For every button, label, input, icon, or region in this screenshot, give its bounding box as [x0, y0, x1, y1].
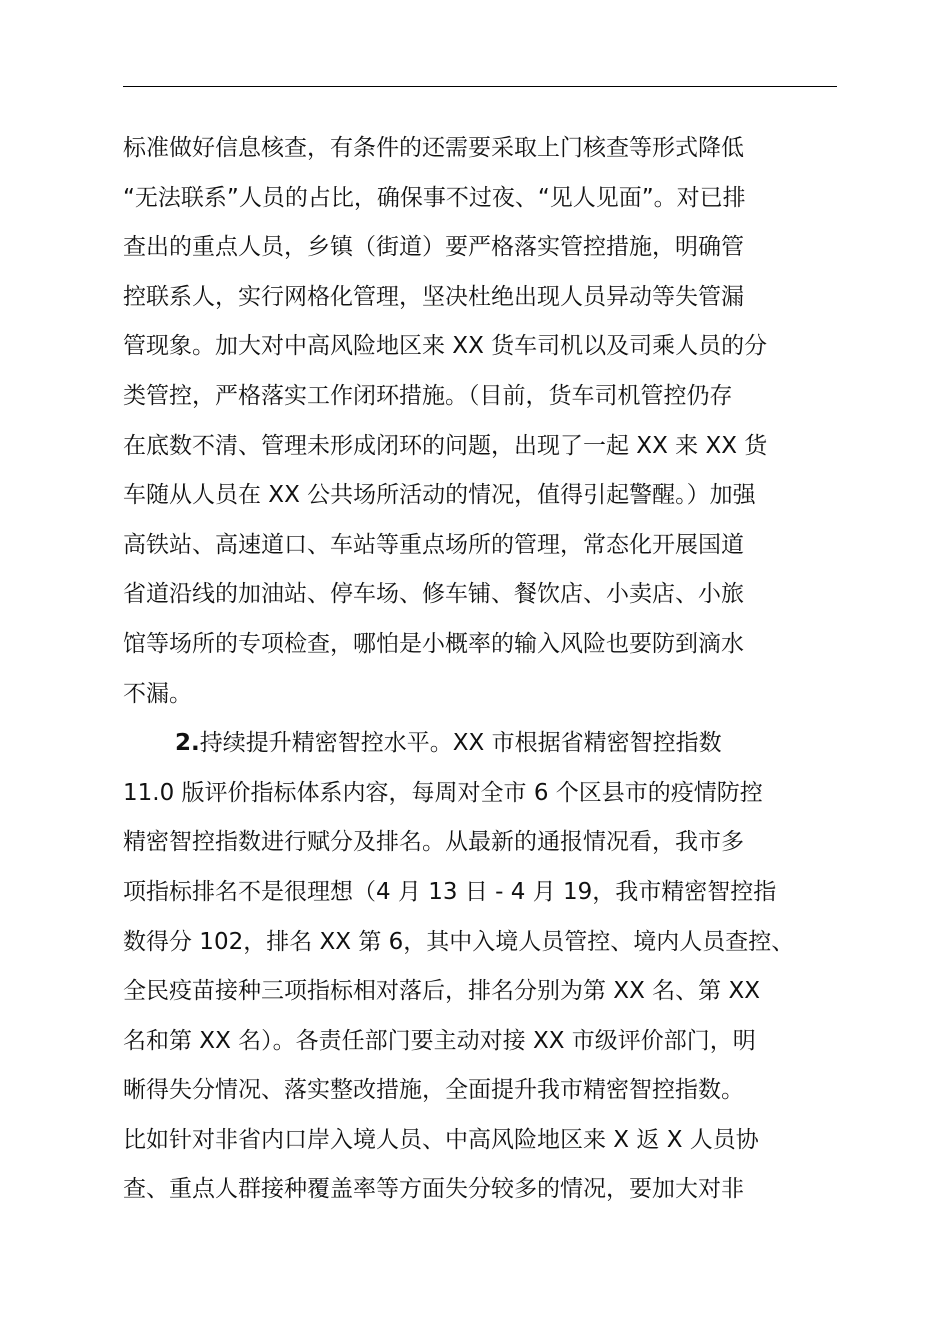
- section-heading-line: [123, 719, 843, 769]
- text-line: 标准做好信息核查，有条件的还需要采取上门核查等形式降低: [123, 135, 744, 161]
- text-line: 在底数不清、管理未形成闭环的问题，出现了一起 XX 来 XX 货: [123, 432, 768, 459]
- text-line: 数得分 102，排名 XX 第 6，其中入境人员管控、境内人员查控、: [123, 928, 795, 955]
- text-line: 查、重点人群接种覆盖率等方面失分较多的情况，要加大对非: [123, 1176, 744, 1203]
- text-line: 管现象。加大对中高风险地区来 XX 货车司机以及司乘人员的分: [123, 333, 768, 360]
- text-line: 查出的重点人员，乡镇（街道）要严格落实管控措施，明确管: [123, 234, 744, 261]
- text-line: 车随从人员在 XX 公共场所活动的情况，值得引起警醒。）加强: [123, 482, 756, 509]
- text-line: 类管控，严格落实工作闭环措施。（目前，货车司机管控仍存: [123, 382, 733, 409]
- paragraph-1: [123, 124, 843, 719]
- text-line: 比如针对非省内口岸入境人员、中高风险地区来 X 返 X 人员协: [123, 1126, 759, 1153]
- text-line: 11.0 版评价指标体系内容，每周对全市 6 个区县市的疫情防控: [123, 779, 763, 806]
- header-rule: [123, 86, 837, 87]
- text-line: 省道沿线的加油站、停车场、修车铺、餐饮店、小卖店、小旅: [123, 581, 744, 608]
- section-number: 2.: [175, 730, 200, 757]
- text-line: 控联系人，实行网格化管理，坚决杜绝出现人员异动等失管漏: [123, 283, 744, 310]
- text-line: 高铁站、高速道口、车站等重点场所的管理，常态化开展国道: [123, 531, 744, 558]
- text-line: 全民疫苗接种三项指标相对落后，排名分别为第 XX 名、第 XX: [123, 978, 760, 1005]
- text-line: 不漏。: [123, 680, 192, 707]
- section-heading-text: 持续提升精密智控水平。XX 市根据省精密智控指数: [199, 730, 722, 757]
- text-line: 晰得失分情况、落实整改措施，全面提升我市精密智控指数。: [123, 1077, 744, 1104]
- text-line: “无法联系”人员的占比，确保事不过夜、“见人见面”。对已排: [123, 184, 746, 211]
- text-line: 馆等场所的专项检查，哪怕是小概率的输入风险也要防到滴水: [123, 630, 744, 657]
- text-line: 项指标排名不是很理想（4 月 13 日 - 4 月 19，我市精密智控指: [123, 878, 777, 905]
- text-line: 名和第 XX 名）。各责任部门要主动对接 XX 市级评价部门，明: [123, 1027, 756, 1054]
- document-body: [123, 124, 843, 1215]
- paragraph-2: [123, 719, 843, 1215]
- text-line: 精密智控指数进行赋分及排名。从最新的通报情况看，我市多: [123, 829, 744, 856]
